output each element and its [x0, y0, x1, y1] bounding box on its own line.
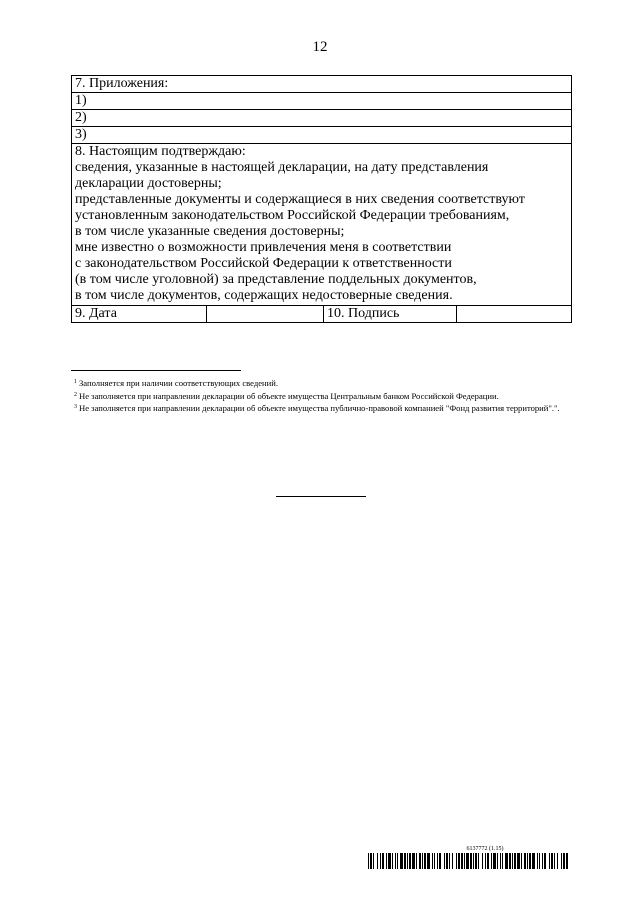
date-field[interactable]	[207, 306, 324, 323]
footnote	[74, 391, 569, 403]
footnote-marker: 2	[74, 391, 77, 398]
signature-label: 10. Подпись	[324, 306, 457, 323]
section8-line: с законодательством Российской Федерации к ответственности	[75, 256, 452, 271]
attachment-row	[72, 127, 572, 144]
footnote-marker: 3	[74, 404, 77, 410]
signature-field[interactable]	[457, 306, 572, 323]
section8-line: декларации достоверны;	[75, 176, 222, 191]
section8-confirmation	[72, 144, 572, 306]
attachment-2: 2)	[72, 110, 572, 127]
section8-line: 8. Настоящим подтверждаю:	[75, 144, 246, 159]
attachment-1: 1)	[72, 93, 572, 110]
attachment-3: 3)	[72, 127, 572, 144]
section8-line: установленным законодательством Российской Федерации требованиям,	[75, 208, 510, 223]
date-signature-row	[72, 306, 572, 323]
footnote-separator	[71, 370, 241, 371]
section8-line: представленные документы и содержащиеся в них сведения соответствуют	[75, 192, 525, 207]
footnote-text: Не заполняется при направлении декларации об объекте имущества Центральным банком Российской Федерации.	[79, 390, 499, 401]
page-number: 12	[312, 39, 328, 55]
footnote-marker: 1	[74, 379, 77, 385]
section8-row	[72, 144, 572, 306]
attachment-row	[72, 110, 572, 127]
section8-line: сведения, указанные в настоящей декларации, на дату представления	[75, 160, 489, 175]
footnotes	[74, 378, 569, 416]
footnote-text: Не заполняется при направлении декларации об объекте имущества публично-правовой компанией "Фонд развития территорий".".	[79, 403, 560, 413]
declaration-table	[71, 75, 572, 323]
section8-line: в том числе документов, содержащих недостоверные сведения.	[75, 288, 453, 303]
footnote	[74, 378, 569, 390]
end-of-document-rule	[276, 496, 366, 497]
barcode-caption: 6137772 (1.15)	[466, 846, 504, 852]
section8-line: мне известно о возможности привлечения меня в соответствии	[75, 240, 452, 255]
date-label: 9. Дата	[72, 306, 207, 323]
section8-line: (в том числе уголовной) за представление поддельных документов,	[75, 272, 477, 287]
attachment-row	[72, 93, 572, 110]
section7-title: 7. Приложения:	[72, 76, 572, 93]
section8-line: в том числе указанные сведения достоверны;	[75, 224, 345, 239]
footnote-text: Заполняется при наличии соответствующих сведений.	[79, 378, 279, 388]
barcode-image	[368, 853, 568, 869]
section7-header-row	[72, 76, 572, 93]
footnote	[74, 403, 569, 415]
